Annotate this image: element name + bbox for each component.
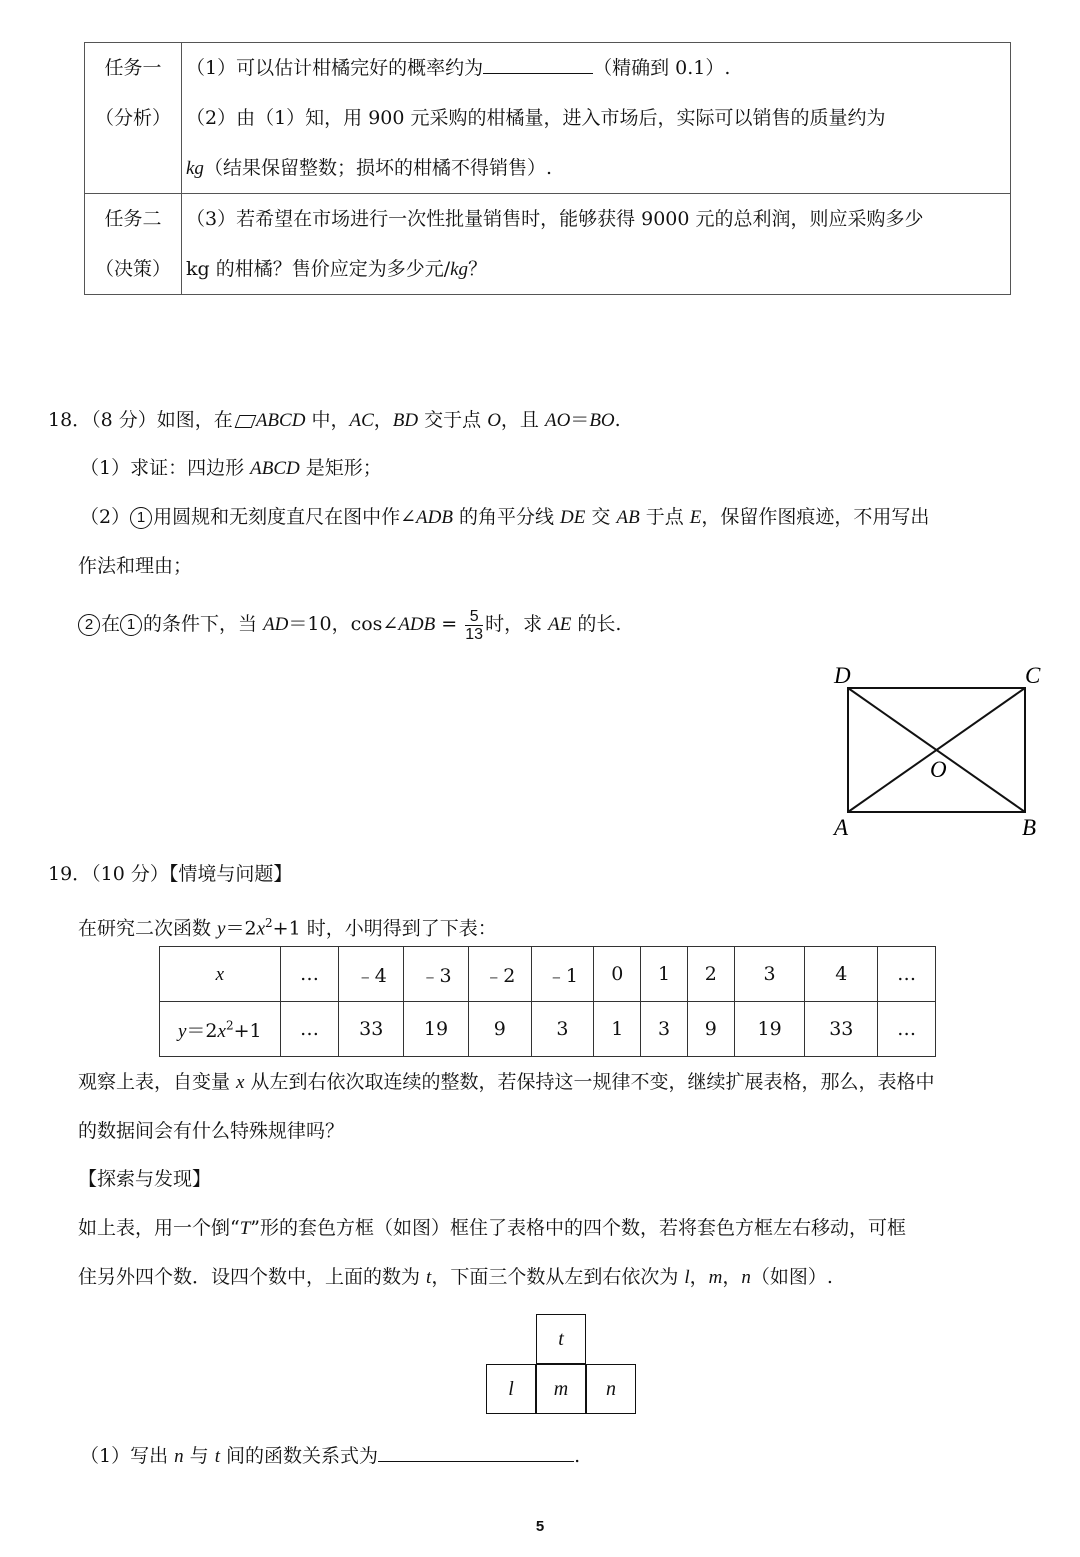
task2-q3-line2 bbox=[186, 244, 1006, 294]
q19-q1-n: n bbox=[174, 1446, 184, 1467]
answer-blank-q1 bbox=[483, 55, 593, 74]
page-number: 5 bbox=[535, 1518, 545, 1535]
task-table bbox=[84, 42, 1011, 295]
q18-ac: AC bbox=[349, 410, 374, 431]
q19-q1-text: （1）写出 bbox=[80, 1445, 175, 1467]
q19-explore-line2 bbox=[78, 1265, 833, 1290]
task2-label bbox=[85, 194, 182, 295]
x-cell: ﹣2 bbox=[468, 947, 531, 1002]
q19-q1-t: t bbox=[214, 1446, 221, 1467]
y-cell: 1 bbox=[594, 1002, 641, 1057]
t-frame-right: n bbox=[586, 1364, 636, 1414]
q19-observe-line1 bbox=[78, 1070, 935, 1095]
circled-two: 2 bbox=[78, 614, 100, 636]
unit-kg-2: kg bbox=[450, 259, 469, 280]
y-label-eq: ＝2 bbox=[186, 1019, 218, 1042]
t-frame-top: t bbox=[536, 1314, 586, 1364]
q19-obs-text: 观察上表，自变量 bbox=[78, 1071, 237, 1093]
q18-ao: AO bbox=[544, 410, 571, 431]
y-cell: 3 bbox=[531, 1002, 594, 1057]
q18-p1-end: 是矩形； bbox=[299, 457, 382, 479]
fraction-denominator: 13 bbox=[465, 625, 484, 643]
label-d: D bbox=[834, 663, 851, 688]
q19-exp-text2: ”形的套色方框（如图）框住了表格中的四个数，若将套色方框左右移动，可框 bbox=[250, 1217, 907, 1239]
q18-p3-cos: ＝10，cos∠ bbox=[288, 613, 399, 635]
q18-part2-line1 bbox=[80, 505, 929, 530]
task2-q3-line1: （3）若希望在市场进行一次性批量销售时，能够获得 9000 元的总利润，则应采购多少 bbox=[186, 208, 924, 230]
t-frame-left: l bbox=[486, 1364, 536, 1414]
label-a: A bbox=[834, 815, 849, 840]
parallelogram-icon bbox=[234, 415, 256, 428]
task1-q1 bbox=[186, 43, 1006, 93]
q19-exp2-end: （如图）. bbox=[750, 1266, 833, 1288]
q19-q1-end: . bbox=[574, 1445, 581, 1467]
q18-abcd: ABCD bbox=[255, 410, 306, 431]
q19-explore-line1 bbox=[78, 1216, 906, 1241]
q19-exp2-text2: ，下面三个数从左到右依次为 bbox=[431, 1266, 685, 1288]
q19-exp2-m: m bbox=[708, 1267, 723, 1288]
q18-p2-num: （2） bbox=[80, 506, 131, 528]
q18-p3-ad: AD bbox=[263, 614, 289, 635]
q19-intro-end: +1 时，小明得到了下表： bbox=[272, 917, 497, 940]
q19-obs-text2: 从左到右依次取连续的整数，若保持这一规律不变，继续扩展表格，那么，表格中 bbox=[244, 1071, 935, 1093]
task2-content bbox=[182, 194, 1011, 295]
q19-exp2-n: n bbox=[741, 1267, 751, 1288]
q18-p2-text5: ，保留作图痕迹，不用写出 bbox=[701, 506, 930, 528]
fraction-5-13 bbox=[465, 608, 483, 643]
y-cell: 3 bbox=[641, 1002, 688, 1057]
q18-o: O bbox=[487, 410, 501, 431]
y-label-y: y bbox=[177, 1020, 187, 1042]
q18-p3-adb: ADB bbox=[398, 614, 436, 635]
q18-bo: BO bbox=[589, 410, 615, 431]
x-label: x bbox=[215, 963, 225, 985]
q19-exp-T: T bbox=[239, 1218, 251, 1239]
q19-heading: 19．（10 分）【情境与问题】 bbox=[48, 863, 293, 885]
y-row-label bbox=[160, 1002, 281, 1057]
q19-exp2-comma2: ， bbox=[722, 1266, 742, 1288]
q19-exp2-comma: ， bbox=[689, 1266, 709, 1288]
q18-head-text: 18．（8 分）如图，在 bbox=[48, 409, 233, 431]
x-cell: 4 bbox=[805, 947, 878, 1002]
circled-one: 1 bbox=[130, 507, 152, 529]
label-o: O bbox=[930, 757, 947, 782]
q18-p2-text2: 的角平分线 bbox=[452, 506, 561, 528]
y-cell: 33 bbox=[339, 1002, 404, 1057]
q18-p2-text3: 交 bbox=[585, 506, 617, 528]
y-cell: 9 bbox=[468, 1002, 531, 1057]
task1-q2-note: （结果保留整数；损坏的柑橘不得销售）. bbox=[203, 157, 552, 179]
y-label-x: x bbox=[217, 1020, 226, 1042]
value-table bbox=[159, 946, 936, 1057]
q19-intro bbox=[78, 911, 497, 941]
q19-intro-y: y bbox=[217, 918, 226, 940]
q18-part1 bbox=[80, 456, 382, 481]
q18-p3-ae: AE bbox=[548, 614, 572, 635]
task2-row bbox=[85, 194, 1011, 295]
label-c: C bbox=[1025, 663, 1041, 688]
q19-exp2-t: t bbox=[426, 1267, 432, 1288]
y-label-sup: 2 bbox=[225, 1018, 234, 1033]
x-cell: 0 bbox=[594, 947, 641, 1002]
y-label-rest: +1 bbox=[233, 1019, 262, 1042]
y-cell: … bbox=[878, 1002, 936, 1057]
q18-p2-ab: AB bbox=[616, 507, 640, 528]
task1-content bbox=[182, 43, 1011, 194]
q18-p2-text4: 于点 bbox=[639, 506, 690, 528]
task1-q2-line2 bbox=[186, 143, 1006, 193]
q18-p3-eq: = bbox=[435, 613, 464, 635]
q18-p3-end: 的长. bbox=[571, 613, 622, 635]
q19-intro-eq: ＝2 bbox=[225, 917, 257, 940]
y-cell: 9 bbox=[687, 1002, 734, 1057]
q18-p1-abcd: ABCD bbox=[250, 458, 300, 479]
q18-p2-adb: ADB bbox=[416, 507, 453, 528]
q19-intro-sup: 2 bbox=[265, 916, 273, 930]
task1-label-line2: （分析） bbox=[94, 107, 171, 129]
task1-q1-text: （1）可以估计柑橘完好的概率约为 bbox=[186, 57, 484, 79]
q18-text2: 交于点 bbox=[418, 409, 488, 431]
y-row bbox=[160, 1002, 936, 1057]
task1-q2-line1: （2）由（1）知，用 900 元采购的柑橘量，进入市场后，实际可以销售的质量约为 bbox=[186, 107, 886, 129]
y-cell: 33 bbox=[805, 1002, 878, 1057]
x-cell: 2 bbox=[687, 947, 734, 1002]
unit-kg: kg bbox=[186, 158, 204, 179]
x-cell: … bbox=[878, 947, 936, 1002]
q18-p2-de: DE bbox=[560, 507, 586, 528]
y-cell: … bbox=[280, 1002, 339, 1057]
q19-observe-line2: 的数据间会有什么特殊规律吗？ bbox=[78, 1120, 345, 1142]
q18-part2-line2: 作法和理由； bbox=[78, 555, 193, 577]
q18-bd: BD bbox=[392, 410, 419, 431]
x-cell: 1 bbox=[641, 947, 688, 1002]
task1-q1-suffix: （精确到 0.1）. bbox=[593, 57, 731, 79]
q19-q1-text2: 与 bbox=[183, 1445, 215, 1467]
q18-p2-text: 用圆规和无刻度直尺在图中作∠ bbox=[153, 506, 417, 528]
task1-label-line1: 任务一 bbox=[104, 57, 162, 79]
q18-p3-text: 在 bbox=[101, 613, 121, 635]
q18-p3-text2: 的条件下，当 bbox=[143, 613, 264, 635]
q19-exp2-text: 住另外四个数．设四个数中，上面的数为 bbox=[78, 1266, 427, 1288]
x-row bbox=[160, 947, 936, 1002]
q18-comma: ， bbox=[373, 409, 393, 431]
task2-q3-text: kg 的柑橘？售价应定为多少元/ bbox=[186, 258, 451, 280]
task2-label-line2: （决策） bbox=[94, 258, 171, 280]
q19-q1-text3: 间的函数关系式为 bbox=[220, 1445, 379, 1467]
q18-text3: ，且 bbox=[500, 409, 545, 431]
q19-exp-text: 如上表，用一个倒“ bbox=[78, 1217, 240, 1239]
q18-eq: ＝ bbox=[570, 409, 590, 431]
task1-row bbox=[85, 43, 1011, 194]
task1-label bbox=[85, 43, 182, 194]
q18-part2-sub2 bbox=[78, 604, 621, 645]
q19-exp2-l: l bbox=[684, 1267, 690, 1288]
q19-part1 bbox=[80, 1443, 580, 1469]
y-cell: 19 bbox=[734, 1002, 805, 1057]
q19-explore-heading: 【探索与发现】 bbox=[78, 1168, 212, 1190]
y-cell: 19 bbox=[404, 1002, 469, 1057]
task2-q3-end: ？ bbox=[468, 258, 488, 280]
fraction-numerator: 5 bbox=[465, 608, 483, 626]
q19-intro-text: 在研究二次函数 bbox=[78, 917, 218, 940]
task2-label-line1: 任务二 bbox=[104, 208, 162, 230]
circled-one-ref: 1 bbox=[120, 614, 142, 636]
q19-intro-x: x bbox=[256, 918, 266, 940]
answer-blank-q19-1 bbox=[378, 1443, 574, 1462]
q18-period: . bbox=[614, 409, 621, 431]
x-cell: ﹣3 bbox=[404, 947, 469, 1002]
rectangle-figure bbox=[820, 655, 1050, 845]
q19-obs-x: x bbox=[236, 1072, 245, 1093]
x-cell: … bbox=[280, 947, 339, 1002]
q18-p1-text: （1）求证：四边形 bbox=[80, 457, 251, 479]
x-row-label bbox=[160, 947, 281, 1002]
x-cell: ﹣1 bbox=[531, 947, 594, 1002]
label-b: B bbox=[1022, 815, 1037, 840]
q18-text: 中， bbox=[305, 409, 350, 431]
q18-p3-text3: 时，求 bbox=[485, 613, 549, 635]
x-cell: 3 bbox=[734, 947, 805, 1002]
x-cell: ﹣4 bbox=[339, 947, 404, 1002]
t-frame-middle: m bbox=[536, 1364, 586, 1414]
q18-p2-e: E bbox=[689, 507, 702, 528]
q18-heading bbox=[48, 408, 621, 433]
